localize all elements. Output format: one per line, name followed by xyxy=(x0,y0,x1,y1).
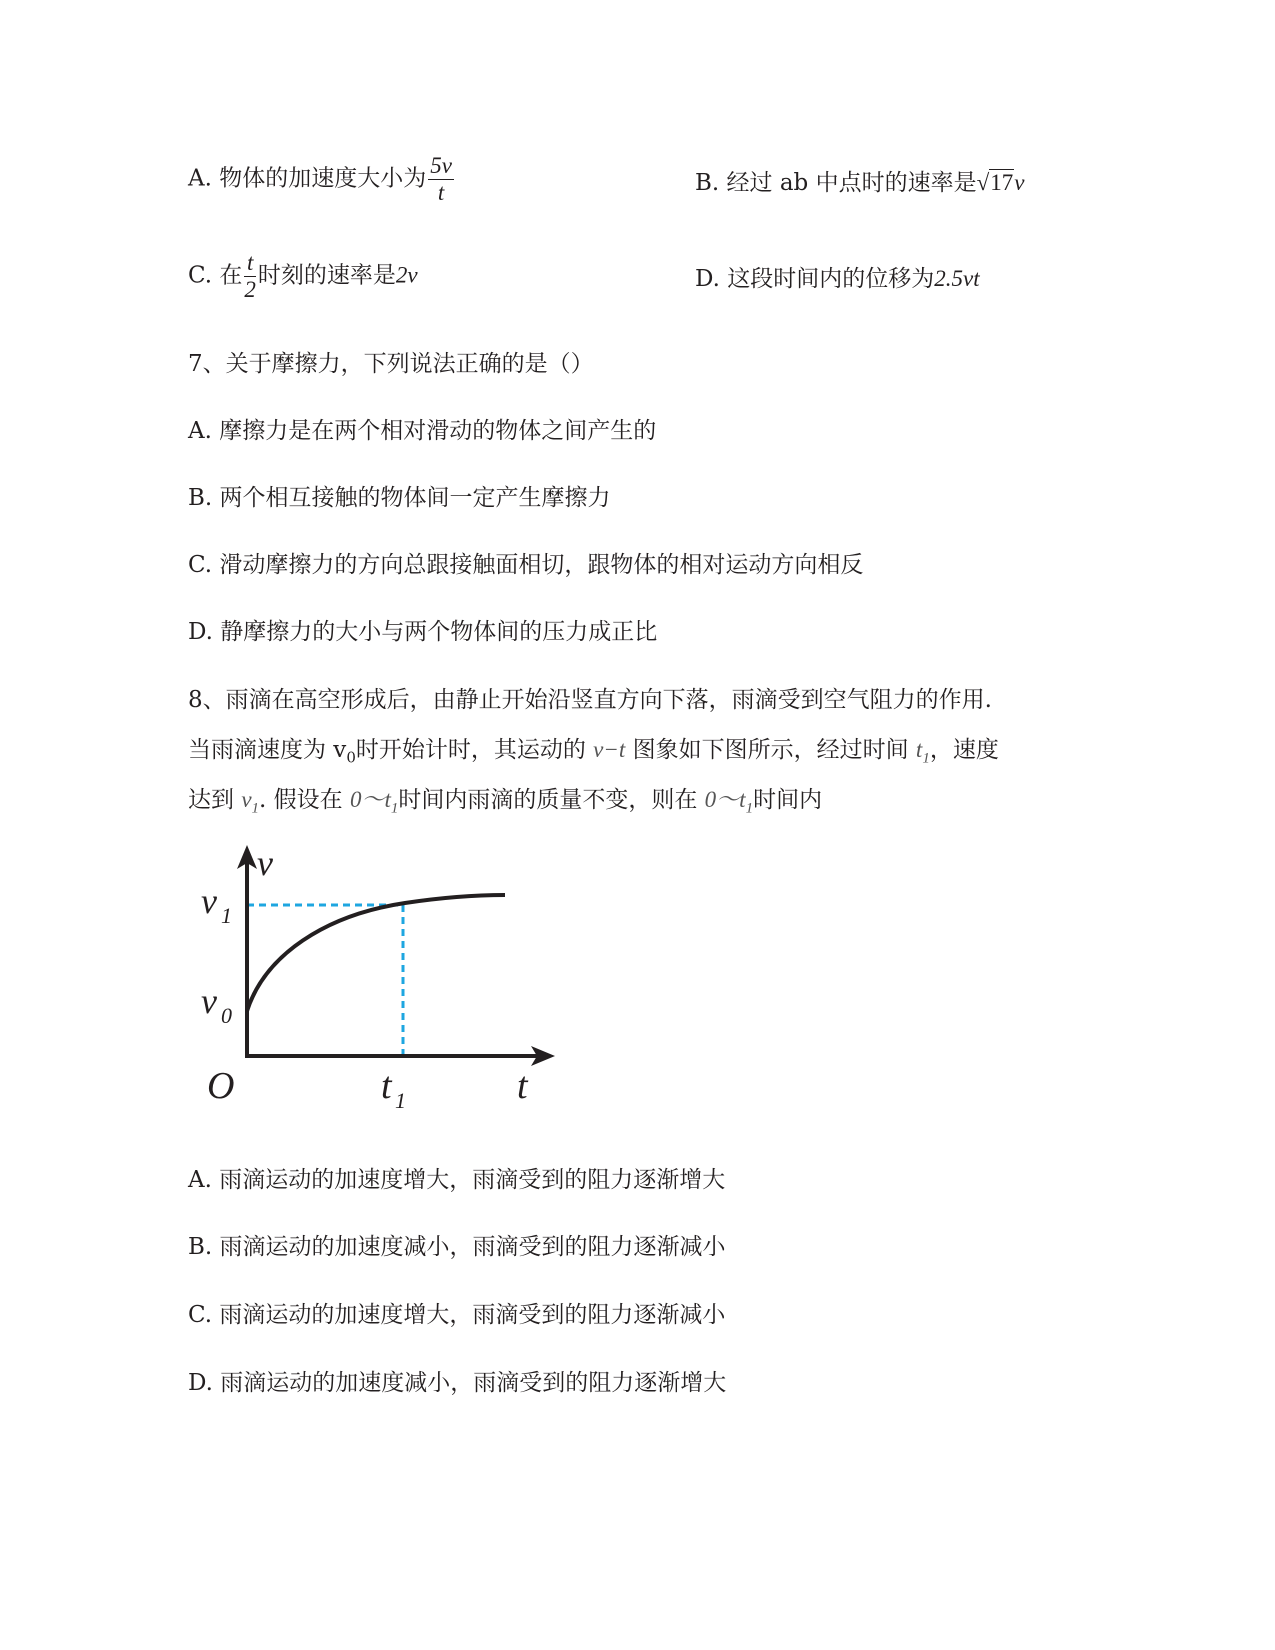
range-symbol: 0～t xyxy=(704,787,746,812)
q8-option-d: D. 雨滴运动的加速度减小，雨滴受到的阻力逐渐增大 xyxy=(188,1370,727,1396)
origin-label: O xyxy=(207,1065,235,1107)
q8-stem-line1: 8、雨滴在高空形成后，由静止开始沿竖直方向下落，雨滴受到空气阻力的作用. xyxy=(188,687,992,713)
fraction-denominator: 2 xyxy=(244,277,256,302)
subscript: 1 xyxy=(745,800,754,817)
q8-stem-line3 xyxy=(188,785,822,824)
subscript: 1 xyxy=(922,750,930,767)
q8-option-b: B. 雨滴运动的加速度减小，雨滴受到的阻力逐渐减小 xyxy=(188,1234,726,1260)
q7-option-a: A. 摩擦力是在两个相对滑动的物体之间产生的 xyxy=(188,418,657,444)
subscript: 0 xyxy=(346,748,356,767)
subscript: 1 xyxy=(390,800,399,817)
q7-option-d: D. 静摩擦力的大小与两个物体间的压力成正比 xyxy=(188,619,658,645)
x-axis-label: t xyxy=(517,1065,528,1107)
q6-option-a xyxy=(188,153,456,206)
q7-option-b: B. 两个相互接触的物体间一定产生摩擦力 xyxy=(188,485,611,511)
velocity-curve xyxy=(247,895,505,1011)
subscript: 1 xyxy=(251,800,260,817)
q8-stem-line2 xyxy=(188,735,999,774)
stem-text: 达到 xyxy=(188,787,234,813)
y-axis-label: v xyxy=(257,845,273,883)
q6-option-c-prefix: C. 在 xyxy=(188,262,243,289)
fraction-denominator: t xyxy=(437,180,445,205)
range-symbol: 0～t xyxy=(349,787,391,812)
q6-option-a-fraction xyxy=(428,153,454,206)
v1-label-sub: 1 xyxy=(221,903,232,928)
vt-graph xyxy=(195,845,575,1130)
fraction-numerator: t xyxy=(244,250,256,277)
q6-option-c-suffix: 时刻的速率是 xyxy=(257,262,396,289)
q8-option-a: A. 雨滴运动的加速度增大，雨滴受到的阻力逐渐增大 xyxy=(188,1167,726,1193)
sqrt-radicand: 17 xyxy=(990,170,1014,195)
q6-option-b: B. 经过 ab 中点时的速率是√17v xyxy=(695,170,1025,196)
q7-option-c: C. 滑动摩擦力的方向总跟接触面相切，跟物体的相对运动方向相反 xyxy=(188,552,864,578)
t1-label-sub: 1 xyxy=(395,1088,406,1113)
q6-option-c xyxy=(188,250,418,303)
q6-option-d-value: 2.5vt xyxy=(934,266,980,291)
v1-symbol: v xyxy=(241,787,252,812)
vt-symbol: v−t xyxy=(593,737,626,762)
q6-option-b-var: v xyxy=(1014,170,1025,195)
stem-text: 时开始计时，其运动的 xyxy=(355,737,586,763)
q7-stem: 7、关于摩擦力，下列说法正确的是（） xyxy=(188,351,594,377)
t1-label: t xyxy=(381,1065,392,1107)
q6-option-b-text: B. 经过 ab 中点时的速率是 xyxy=(695,170,977,196)
q6-option-c-fraction xyxy=(244,250,256,303)
stem-text: . 假设在 xyxy=(259,787,343,813)
q6-option-a-text: A. 物体的加速度大小为 xyxy=(188,165,427,192)
q6-option-c-value: 2v xyxy=(395,262,418,288)
stem-text: 图象如下图所示，经过时间 xyxy=(632,737,909,763)
q8-option-c: C. 雨滴运动的加速度增大，雨滴受到的阻力逐渐减小 xyxy=(188,1302,726,1328)
v0-label: v xyxy=(201,981,217,1021)
v0-label-sub: 0 xyxy=(221,1003,232,1028)
stem-text: 时间内雨滴的质量不变，则在 xyxy=(398,787,698,813)
v1-label: v xyxy=(201,881,217,921)
stem-text: ，速度 xyxy=(929,737,999,763)
q6-option-d xyxy=(695,264,980,294)
t1-symbol: t xyxy=(915,737,923,762)
stem-text: 时间内 xyxy=(753,787,823,813)
q6-option-d-text: D. 这段时间内的位移为 xyxy=(695,266,935,292)
stem-text: 当雨滴速度为 v xyxy=(188,737,347,763)
fraction-numerator: 5v xyxy=(430,153,452,178)
